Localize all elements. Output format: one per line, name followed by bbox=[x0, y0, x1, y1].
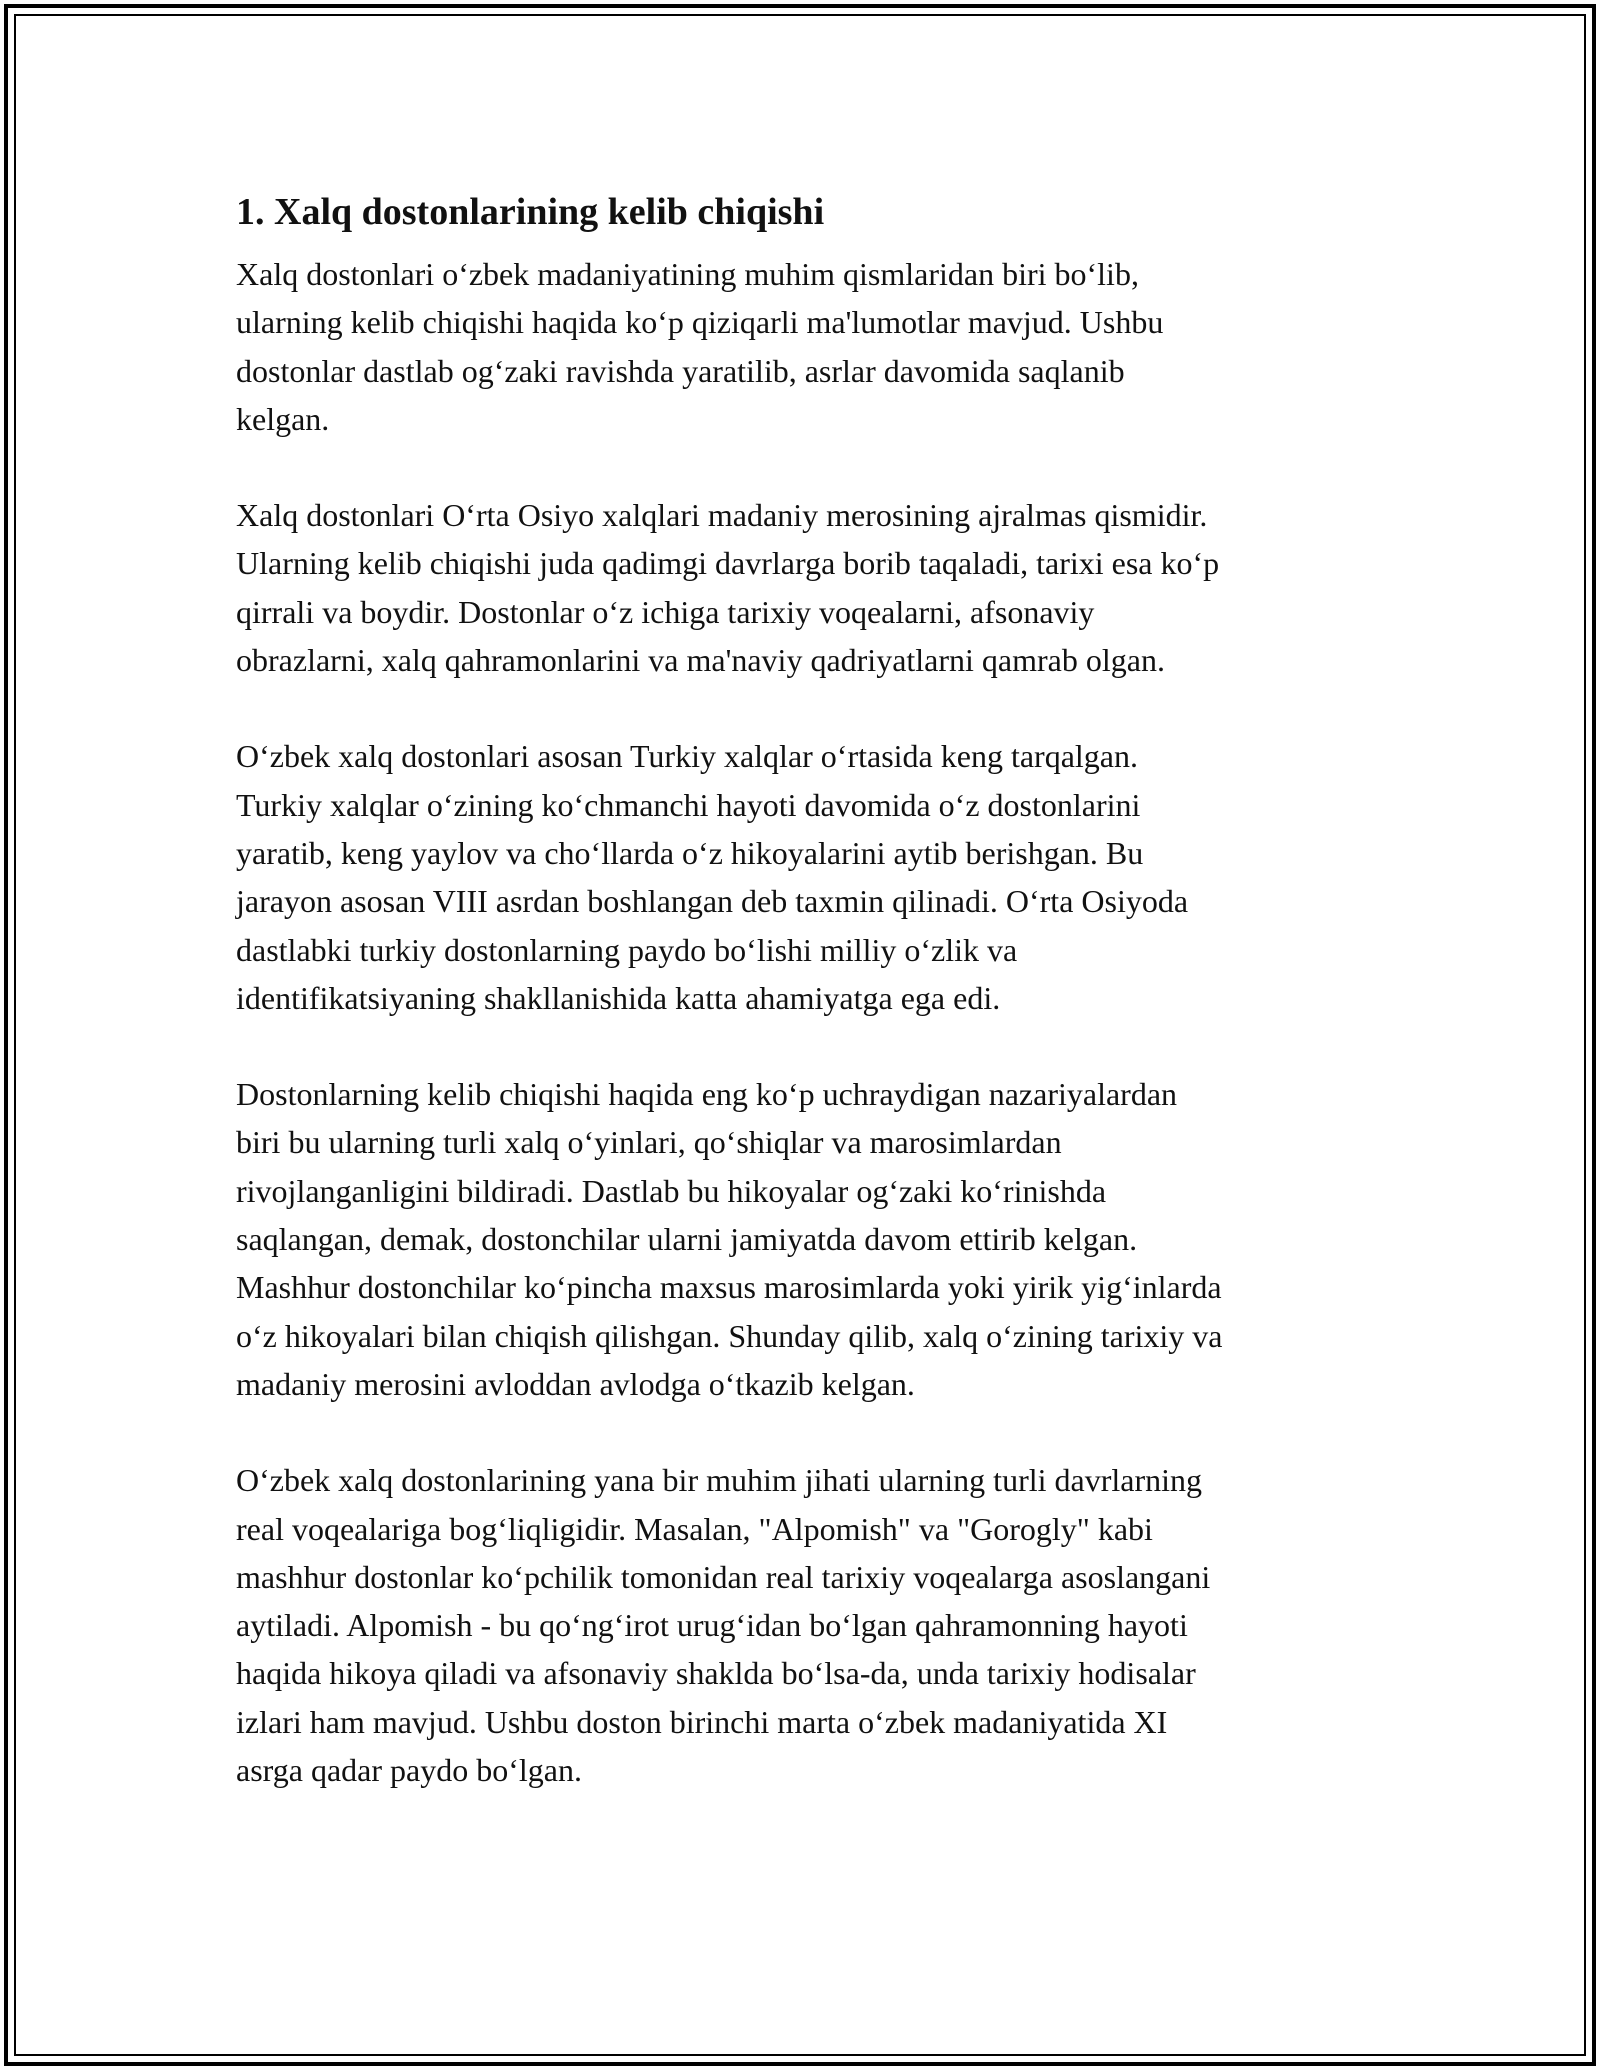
paragraph-line: madaniy merosini avloddan avlodga o‘tkazib kelgan. bbox=[236, 1365, 915, 1402]
paragraph-line: Dostonlarning kelib chiqishi haqida eng ko‘p uchraydigan nazariyalardan bbox=[236, 1076, 1178, 1113]
paragraph-line: Ularning kelib chiqishi juda qadimgi davrlarga borib taqaladi, tarixi esa ko‘p bbox=[236, 545, 1220, 582]
paragraph-line: ularning kelib chiqishi haqida ko‘p qiziqarli ma'lumotlar mavjud. Ushbu bbox=[236, 304, 1164, 341]
paragraph-line: Mashhur dostonchilar ko‘pincha maxsus marosimlarda yoki yirik yig‘inlarda bbox=[236, 1269, 1222, 1306]
paragraph-line: o‘z hikoyalari bilan chiqish qilishgan. Shunday qilib, xalq o‘zining tarixiy va bbox=[236, 1317, 1223, 1354]
paragraph-line: kelgan. bbox=[236, 400, 330, 437]
paragraph-line: O‘zbek xalq dostonlarining yana bir muhim jihati ularning turli davrlarning bbox=[236, 1462, 1202, 1499]
paragraph-2 bbox=[236, 491, 1376, 684]
section-heading: 1. Xalq dostonlarining kelib chiqishi bbox=[236, 191, 825, 233]
paragraph-line: yaratib, keng yaylov va cho‘llarda o‘z hikoyalarini aytib berishgan. Bu bbox=[236, 834, 1144, 871]
paragraph-line: O‘zbek xalq dostonlari asosan Turkiy xalqlar o‘rtasida keng tarqalgan. bbox=[236, 738, 1138, 775]
paragraph-line: dostonlar dastlab og‘zaki ravishda yaratilib, asrlar davomida saqlanib bbox=[236, 352, 1125, 389]
paragraph-4 bbox=[236, 1070, 1376, 1408]
paragraph-line: obrazlarni, xalq qahramonlarini va ma'naviy qadriyatlarni qamrab olgan. bbox=[236, 642, 1165, 679]
paragraph-3 bbox=[236, 732, 1376, 1022]
paragraph-line: qirrali va boydir. Dostonlar o‘z ichiga tarixiy voqealarni, afsonaviy bbox=[236, 593, 1095, 630]
paragraph-line: identifikatsiyaning shakllanishida katta ahamiyatga ega edi. bbox=[236, 979, 1001, 1016]
document-body bbox=[236, 188, 1376, 1842]
paragraph-line: real voqealariga bog‘liqligidir. Masalan, "Alpomish" va "Gorogly" kabi bbox=[236, 1510, 1153, 1547]
paragraph-line: Turkiy xalqlar o‘zining ko‘chmanchi hayoti davomida o‘z dostonlarini bbox=[236, 786, 1141, 823]
paragraph-line: biri bu ularning turli xalq o‘yinlari, qo‘shiqlar va marosimlardan bbox=[236, 1124, 1062, 1161]
paragraph-line: haqida hikoya qiladi va afsonaviy shaklda bo‘lsa-da, unda tarixiy hodisalar bbox=[236, 1655, 1196, 1692]
paragraph-line: Xalq dostonlari O‘rta Osiyo xalqlari madaniy merosining ajralmas qismidir. bbox=[236, 497, 1208, 534]
paragraph-line: aytiladi. Alpomish - bu qo‘ng‘irot urug‘idan bo‘lgan qahramonning hayoti bbox=[236, 1607, 1188, 1644]
paragraph-line: izlari ham mavjud. Ushbu doston birinchi marta o‘zbek madaniyatida XI bbox=[236, 1703, 1168, 1740]
paragraph-line: asrga qadar paydo bo‘lgan. bbox=[236, 1752, 582, 1789]
paragraph-line: rivojlanganligini bildiradi. Dastlab bu hikoyalar og‘zaki ko‘rinishda bbox=[236, 1172, 1107, 1209]
paragraph-line: mashhur dostonlar ko‘pchilik tomonidan real tarixiy voqealarga asoslangani bbox=[236, 1558, 1211, 1595]
paragraph-line: jarayon asosan VIII asrdan boshlangan deb taxmin qilinadi. O‘rta Osiyoda bbox=[236, 883, 1189, 920]
paragraph-line: saqlangan, demak, dostonchilar ularni jamiyatda davom ettirib kelgan. bbox=[236, 1221, 1138, 1258]
paragraph-line: Xalq dostonlari o‘zbek madaniyatining muhim qismlaridan biri bo‘lib, bbox=[236, 256, 1139, 292]
paragraph-1 bbox=[236, 250, 1376, 443]
paragraph-line: dastlabki turkiy dostonlarning paydo bo‘lishi milliy o‘zlik va bbox=[236, 931, 1018, 968]
paragraph-5 bbox=[236, 1456, 1376, 1794]
